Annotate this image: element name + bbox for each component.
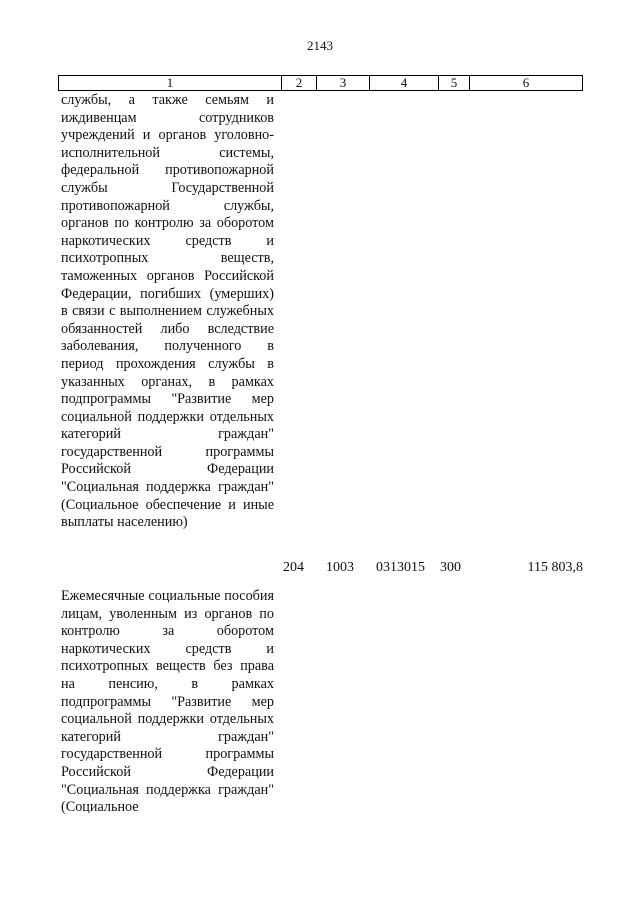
table-header-row: [58, 75, 583, 91]
row-1-expense-type: 300: [440, 560, 461, 575]
header-col-2: 2: [282, 76, 317, 90]
row-1-section: 1003: [326, 560, 354, 575]
page-number: 2143: [307, 38, 333, 53]
header-col-6: 6: [522, 75, 530, 90]
row-1-target-article: 0313015: [376, 560, 425, 575]
header-col-3: 3: [317, 76, 370, 90]
row-1-description: службы, а также семьям и иждивенцам сотрудников учреждений и органов уголовно-исполнительной системы, федеральной противопожарной службы Государственной противопожарной службы, органов по контролю за оборотом наркотических средств и психотропных веществ, таможенных органов Российской Федерации, погибших (умерших) в связи с выполнением служебных обязанностей либо вследствие заболевания, полученного в период прохождения службы в указанных органах, в рамках подпрограммы "Развитие мер социальной поддержки отдельных категорий граждан" государственной программы Российской Федерации "Социальная поддержка граждан" (Социальное обеспечение и иные выплаты населению): [61, 92, 274, 531]
header-col-4: 4: [370, 76, 439, 90]
row-2-description: Ежемесячные социальные пособия лицам, уволенным из органов по контролю за оборотом наркотических средств и психотропных веществ без права на пенсию, в рамках подпрограммы "Развитие мер социальной поддержки отдельных категорий граждан" государственной программы Российской Федерации "Социальная поддержка граждан" (Социальное: [61, 588, 274, 816]
header-col-5: 5: [439, 76, 470, 90]
row-1-amount: 115 803,8: [527, 560, 583, 575]
header-col-1: 1: [59, 76, 282, 90]
row-1-ministry-code: 204: [283, 560, 304, 575]
